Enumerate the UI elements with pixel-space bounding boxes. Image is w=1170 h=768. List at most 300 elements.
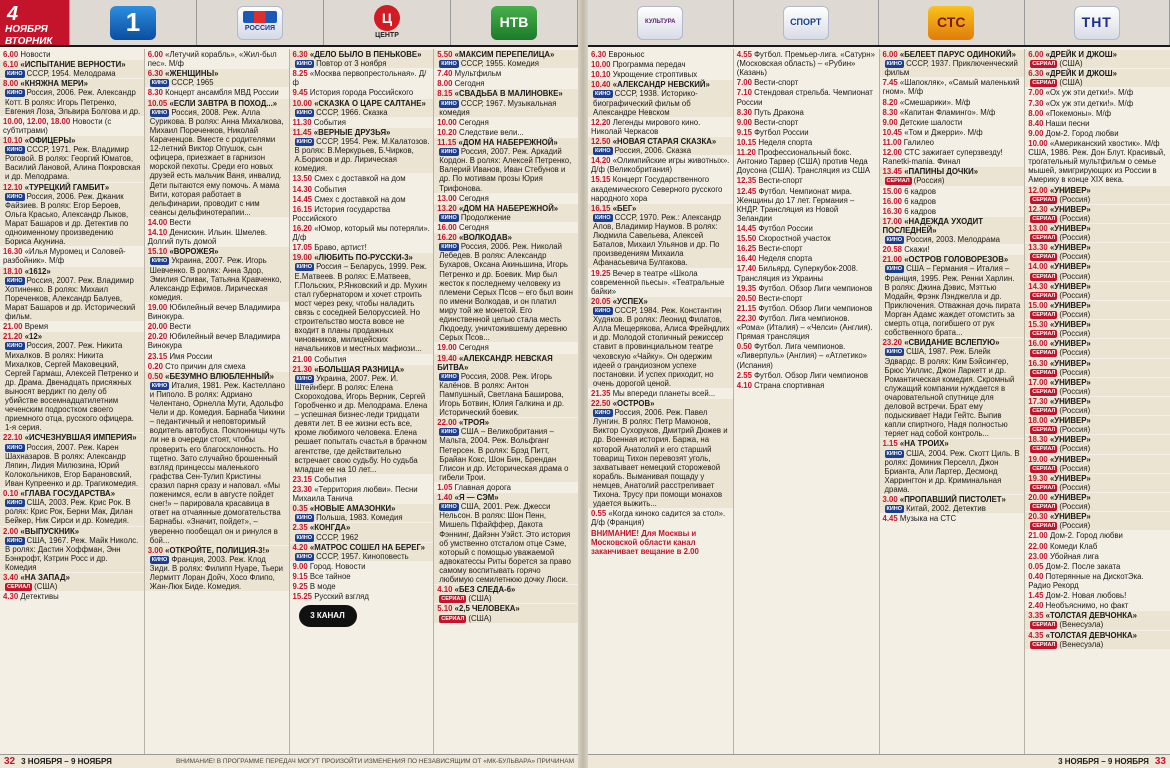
program-entry <box>0 183 144 247</box>
program-title: «ГЛАВА ГОСУДАРСТВА» <box>20 489 116 499</box>
centr-logo-icon: Ц ЦЕНТР <box>374 5 400 40</box>
program-title: «МАТРОС СОШЕЛ НА БЕРЕГ» <box>309 542 425 552</box>
program-entry <box>437 69 575 78</box>
program-entry <box>148 88 286 97</box>
program-entry <box>148 50 286 68</box>
program-text: Футбол. Обзор Лиги чемпионов <box>758 283 873 293</box>
program-description <box>1028 464 1167 473</box>
program-title: «НОВАЯ СТАРАЯ СКАЗКА» <box>612 136 717 146</box>
program-desc-text: (Венесуэла) <box>1059 620 1104 630</box>
program-time: 11.00 <box>882 137 902 147</box>
genre-badge: СЕРИАЛ <box>1032 235 1056 242</box>
program-time: 20.20 <box>147 332 168 342</box>
program-time: 10.00 <box>292 98 313 108</box>
program-entry <box>437 128 575 137</box>
program-desc-text: СССР, 1966. Сказка <box>316 107 388 117</box>
genre-badge: КИНО <box>296 553 313 560</box>
program-title: «УНИВЕР» <box>1049 454 1091 464</box>
program-title: «НА ТРОИХ» <box>899 439 949 449</box>
program-entry <box>883 197 1022 206</box>
program-entry <box>588 80 733 116</box>
program-time: 20.58 <box>882 245 903 255</box>
program-text: Город. Новости <box>309 561 366 571</box>
program-entry <box>290 365 434 474</box>
program-text: Концерт ансамбля МВД России <box>165 88 279 98</box>
genre-badge: СЕРИАЛ <box>7 584 31 591</box>
program-desc-text: США, 1987. Реж. Блейк Эдвардс. В ролях: Ким Бэйсингер, Брюс Уиллис, Джон Ларкетт и др. Романтическая комедия. Скромный служащий компании нуждается в очаровательной спутнице для деловой встречи. Брат ему подыскивает Нади Гейтс. Выпив капли спиртного, Надя полностью теряет над собой контроль... <box>884 347 1015 439</box>
genre-badge: СЕРИАЛ <box>441 615 465 622</box>
program-desc-text: СССР, 1957. Киноповесть <box>316 551 409 561</box>
program-time: 19.00 <box>1028 454 1048 464</box>
program-entry <box>293 118 431 127</box>
program-title: «ДРЕЙК И ДЖОШ» <box>1045 50 1117 59</box>
program-time: 10.05 <box>147 98 168 108</box>
program-time: 23.15 <box>292 474 313 484</box>
program-description <box>1028 310 1167 319</box>
program-entry <box>293 205 431 223</box>
program-entry <box>148 228 286 246</box>
program-entry <box>588 204 733 268</box>
program-time: 14.30 <box>292 184 313 194</box>
genre-badge: СЕРИАЛ <box>1032 622 1056 629</box>
program-text: Браво, артист! <box>314 243 367 253</box>
genre-badge: КИНО <box>7 277 23 284</box>
program-title: «ДРЕЙК И ДЖОШ» <box>1045 69 1117 79</box>
program-title: «ПАПИНЫ ДОЧКИ» <box>904 167 979 177</box>
program-time: 0.05 <box>1028 561 1044 571</box>
program-title: «УНИВЕР» <box>1049 416 1091 426</box>
program-text: События <box>314 474 347 484</box>
program-entry <box>1025 339 1170 357</box>
column-ntv <box>434 49 578 754</box>
genre-badge: КИНО <box>296 515 313 522</box>
program-text: Денискин. Ильин. Шмелев. Долгий путь домой <box>147 228 268 247</box>
program-description <box>1028 252 1167 261</box>
program-description <box>437 242 575 342</box>
program-desc-text: Россия, 2006. Реж. Александр Котт. В ролях: Игорь Петренко, Евгения Лоза, Эльвира Болгова и др. <box>5 88 141 116</box>
program-time: 8.00 <box>437 79 453 89</box>
genre-badge: СЕРИАЛ <box>886 178 910 185</box>
program-time: 22.00 <box>437 418 457 428</box>
program-description <box>293 59 431 68</box>
program-time: 6.30 <box>1028 69 1044 79</box>
program-text: События <box>313 117 346 127</box>
program-entry <box>437 483 575 492</box>
program-desc-text: (Россия) <box>1059 194 1091 204</box>
program-time: 6.30 <box>147 69 163 79</box>
program-time: 15.15 <box>591 175 611 185</box>
program-entry <box>883 108 1022 117</box>
program-entry <box>1025 378 1170 396</box>
program-desc-text: США, 2004. Реж. Скотт Циль. В ролях: Доминик Перселл, Джон Брианта, Али Лартер, Десмонд Харрингтон и др. Криминальная драма. <box>884 448 1020 495</box>
program-text: «Летучий корабль», «Жил-был пес». М/ф <box>147 50 277 69</box>
date-month: НОЯБРЯ <box>5 24 48 35</box>
program-entry <box>437 118 575 127</box>
program-desc-text: (Россия) <box>1059 482 1091 492</box>
program-entry <box>290 253 434 353</box>
genre-badge: КИНО <box>886 506 903 513</box>
program-title: «1612» <box>24 266 51 276</box>
program-entry <box>0 79 144 115</box>
program-text: Футбол России <box>754 127 809 137</box>
program-entry <box>1025 397 1170 415</box>
program-title: «ИСЧЕЗНУВШАЯ ИМПЕРИЯ» <box>24 433 137 443</box>
program-entry <box>1028 99 1167 108</box>
program-description <box>591 408 730 508</box>
program-text: Вести <box>169 322 191 332</box>
program-text: События <box>314 354 347 364</box>
program-desc-text: США – Великобритания – Мальта, 2004. Реж. Вольфганг Петерсен. В ролях: Брэд Питт, Брайан Кокс, Шон Бин, Брендан Глисон и др. Историческая драма о гибели Трои. <box>439 427 569 482</box>
program-entry <box>0 267 144 322</box>
program-time: 14.20 <box>591 156 611 166</box>
program-entry <box>0 527 144 573</box>
program-description <box>293 137 431 173</box>
program-text: Сегодня <box>458 222 489 232</box>
sport-logo-icon: СПОРТ <box>783 6 829 40</box>
program-entry <box>737 187 876 223</box>
program-text: Сто причин для смеха <box>165 361 246 371</box>
program-text: Футбол России <box>758 223 813 233</box>
program-text: Наши песни <box>1045 118 1090 128</box>
program-desc-text: (Россия) <box>1059 367 1091 377</box>
program-time: 10.45 <box>882 127 903 137</box>
program-time: 11.15 <box>437 137 457 147</box>
program-entry <box>1028 109 1167 118</box>
genre-badge: СЕРИАЛ <box>1032 427 1056 434</box>
program-entry <box>737 264 876 282</box>
program-text: Время <box>24 322 49 332</box>
program-time: 9.00 <box>292 561 308 571</box>
program-text: Дом-2. Город любви <box>1045 128 1119 138</box>
program-time: 15.25 <box>292 592 313 602</box>
program-entry <box>591 389 730 398</box>
program-title: «Я — СЭМ» <box>454 493 499 503</box>
program-entry <box>437 223 575 232</box>
program-time: 16.25 <box>736 244 757 254</box>
program-entry <box>3 50 141 59</box>
program-time: 21.00 <box>292 354 313 364</box>
program-entry <box>293 592 431 601</box>
kultura-logo-icon: КУЛЬТУРА <box>637 6 683 40</box>
program-description <box>883 235 1022 244</box>
program-title: «УНИВЕР» <box>1049 358 1091 368</box>
program-description <box>883 264 1022 337</box>
program-entry <box>880 50 1025 77</box>
program-title: «ВОРОЖЕЯ» <box>169 247 219 257</box>
program-time: 4.55 <box>736 50 752 59</box>
program-title: «БЕГ» <box>612 203 637 213</box>
program-text: Дом-2. После заката <box>1045 561 1121 571</box>
program-text: Вести-спорт <box>754 117 799 127</box>
program-time: 12.00 <box>1028 185 1048 195</box>
program-entry <box>148 352 286 361</box>
program-time: 1.15 <box>882 439 898 449</box>
genre-badge: КИНО <box>151 382 168 389</box>
genre-badge: СЕРИАЛ <box>1032 273 1056 280</box>
left-schedule-columns <box>0 49 578 754</box>
genre-badge: СЕРИАЛ <box>441 596 465 603</box>
genre-badge: СЕРИАЛ <box>1032 504 1056 511</box>
program-entry <box>737 176 876 185</box>
genre-badge: КИНО <box>595 307 611 314</box>
program-desc-text: (США) <box>34 582 58 592</box>
program-entry <box>737 50 876 77</box>
program-time: 9.00 <box>882 117 898 127</box>
program-text: Скоростной участок <box>758 234 831 244</box>
genre-badge: КИНО <box>7 444 23 451</box>
genre-badge: СЕРИАЛ <box>1032 523 1056 530</box>
program-entry <box>737 314 876 341</box>
program-entry <box>880 255 1025 337</box>
program-time: 8.25 <box>292 69 308 79</box>
program-desc-text: (Россия) <box>913 176 945 186</box>
column-perviy <box>0 49 145 754</box>
page-number-left: 32 <box>4 755 16 767</box>
program-desc-text: (Россия) <box>1059 502 1091 512</box>
program-desc-text: (Россия) <box>1059 521 1091 531</box>
program-desc-text: (Россия) <box>1059 271 1091 281</box>
genre-badge: КИНО <box>7 147 23 154</box>
program-time: 0.50 <box>736 342 752 352</box>
program-entry <box>1028 562 1167 571</box>
program-title: «ЛЮБИТЬ ПО-РУССКИ-3» <box>314 253 413 263</box>
program-time: 10.20 <box>437 127 457 137</box>
program-title: «12» <box>24 332 43 342</box>
program-entry <box>1028 542 1167 551</box>
program-time: 17.30 <box>1028 396 1048 406</box>
program-text: «Олимпийские игры животных». Д/ф (Великобритания) <box>591 156 730 175</box>
program-title: «КОНГДА» <box>309 523 351 533</box>
program-description <box>148 381 286 545</box>
program-time: 20.05 <box>591 296 611 306</box>
program-time: 8.00 <box>3 79 19 89</box>
program-description <box>148 108 286 217</box>
program-desc-text: (Россия) <box>1059 348 1091 358</box>
program-title: «УНИВЕР» <box>1049 243 1091 253</box>
program-time: 22.00 <box>1028 541 1048 551</box>
program-time: 14.00 <box>1028 262 1048 272</box>
genre-badge: КИНО <box>595 148 611 155</box>
program-time: 1.05 <box>437 483 453 493</box>
program-entry <box>1025 262 1170 280</box>
program-time: 2.40 <box>1028 601 1044 611</box>
program-time: 8.30 <box>882 107 898 117</box>
program-description <box>3 443 141 489</box>
genre-badge: КИНО <box>595 214 611 221</box>
program-time: 8.40 <box>1028 118 1044 128</box>
genre-badge: СЕРИАЛ <box>1032 369 1056 376</box>
program-description <box>437 502 575 584</box>
program-entry <box>1025 359 1170 377</box>
genre-badge: КИНО <box>7 343 23 350</box>
program-time: 1.40 <box>437 493 453 503</box>
program-text: Профессиональный бокс. Антонио Тарвер (США) против Чеда Доусона (США). Трансляция из США <box>736 148 871 176</box>
rossiya-logo-icon: РОССИЯ <box>237 6 283 40</box>
right-channel-header <box>588 0 1170 47</box>
genre-badge: КИНО <box>886 450 903 457</box>
program-time: 17.00 <box>882 216 903 226</box>
program-text: «Москва первопрестольная». Д/ф <box>292 69 427 88</box>
program-entry <box>293 485 431 503</box>
program-description <box>1028 406 1167 415</box>
program-text: Неделя спорта <box>758 254 813 264</box>
program-description <box>1028 444 1167 453</box>
program-text: Следствие вели... <box>458 127 524 137</box>
program-entry <box>437 194 575 203</box>
program-time: 10.00 <box>591 60 611 70</box>
program-time: 17.40 <box>736 264 757 274</box>
program-description <box>883 347 1022 438</box>
program-time: 18.10 <box>3 266 23 276</box>
program-time: 4.45 <box>882 514 898 524</box>
program-desc-text: (Россия) <box>1059 386 1091 396</box>
stc-logo-icon: СТС <box>928 6 974 40</box>
program-title: «МАКСИМ ПЕРЕПЕЛИЦА» <box>454 50 555 59</box>
program-title: «АЛЕКСАНДР НЕВСКИЙ» <box>612 80 710 90</box>
program-time: 20.30 <box>1028 512 1048 522</box>
program-entry <box>737 108 876 117</box>
program-desc-text: Повтор от 3 ноября <box>316 59 387 69</box>
program-text: Музыка на СТС <box>899 514 957 524</box>
program-entry <box>290 504 434 522</box>
program-time: 9.45 <box>292 88 308 98</box>
program-entry <box>737 381 876 390</box>
program-entry <box>293 355 431 364</box>
program-time: 15.00 <box>1028 300 1048 310</box>
program-time: 19.30 <box>1028 473 1048 483</box>
program-time: 9.00 <box>736 117 752 127</box>
program-entry <box>1028 88 1167 97</box>
date-day: 4 <box>7 3 19 25</box>
genre-badge: КИНО <box>296 109 313 116</box>
program-text: Дом-2. Город любви <box>1049 531 1123 541</box>
program-desc-text: СССР, 1955. Комедия <box>460 59 539 69</box>
program-entry <box>434 585 578 603</box>
genre-badge: КИНО <box>886 349 903 356</box>
column-sport <box>734 49 880 754</box>
program-desc-text: (Россия) <box>1059 213 1091 223</box>
program-desc-text: США, 2003. Реж. Крис Рок. В ролях: Крис Рок, Берни Мак, Дилан Бейкер, Ник Сирси и др. Комедия. <box>5 498 133 526</box>
genre-badge: СЕРИАЛ <box>1032 465 1056 472</box>
program-text: СТС зажигает суперзвезду! Ranetki-mania. Финал <box>882 148 1003 167</box>
program-time: 2.00 <box>3 526 19 536</box>
program-entry <box>434 604 578 622</box>
column-stc <box>880 49 1026 754</box>
program-text: Сегодня <box>454 79 485 89</box>
program-title: «УНИВЕР» <box>1049 493 1091 503</box>
program-desc-text: СССР, 1965 <box>171 78 214 88</box>
program-text: Вечер в театре «Школа современной пьесы». «Театральные байки» <box>591 268 725 296</box>
program-time: 0.10 <box>3 489 19 499</box>
program-text: Футбол. Чемпионат мира. Женщины до 17 лет. Германия – КНДР. Трансляция из Новой Зеландии <box>736 186 855 223</box>
program-text: Неделя спорта <box>758 137 813 147</box>
program-time: 8.20 <box>882 97 898 107</box>
weekday: ВТОРНИК <box>5 35 53 47</box>
program-time: 2.55 <box>736 370 752 380</box>
program-time: 0.20 <box>147 361 163 371</box>
program-text: Новости <box>20 50 51 59</box>
program-entry <box>437 343 575 352</box>
program-time: 10.15 <box>736 137 757 147</box>
genre-badge: КИНО <box>441 244 457 251</box>
program-entry <box>737 128 876 137</box>
program-text: «Капитан Фламинго». М/ф <box>899 107 996 117</box>
program-time: 10.00 <box>437 117 457 127</box>
program-text: Футбол. Обзор Лиги чемпионов <box>758 303 873 313</box>
program-text: Необъяснимо, но факт <box>1045 601 1129 611</box>
program-time: 16.20 <box>292 223 313 233</box>
program-entry <box>1025 631 1170 649</box>
program-desc-text: (Россия) <box>1059 290 1091 300</box>
program-description <box>148 78 286 87</box>
program-entry <box>588 399 733 508</box>
program-description <box>437 59 575 68</box>
program-description <box>1028 425 1167 434</box>
program-time: 0.40 <box>1028 571 1044 581</box>
program-text: Скажи! <box>904 245 930 255</box>
program-text: «Шапокляк», «Самый маленький гном». М/ф <box>882 78 1020 97</box>
genre-badge: СЕРИАЛ <box>1032 484 1056 491</box>
program-time: 13.00 <box>1028 223 1048 233</box>
program-time: 21.00 <box>1028 531 1048 541</box>
program-entry <box>737 224 876 233</box>
program-title: «УНИВЕР» <box>1049 281 1091 291</box>
program-entry <box>148 322 286 331</box>
genre-badge: СЕРИАЛ <box>1032 331 1056 338</box>
program-title: «УНИВЕР» <box>1049 204 1091 214</box>
program-entry <box>880 439 1025 494</box>
program-description <box>3 276 141 322</box>
program-text: Детективы <box>20 592 59 602</box>
program-entry <box>591 269 730 296</box>
genre-badge: КИНО <box>886 237 903 244</box>
program-description <box>883 59 1022 77</box>
program-time: 19.40 <box>437 353 457 363</box>
program-title: «ОТКРОЙТЕ, ПОЛИЦИЯ-3!» <box>165 545 270 555</box>
program-description <box>1028 233 1167 242</box>
program-time: 9.00 <box>1028 128 1044 138</box>
program-time: 14.45 <box>736 223 757 233</box>
genre-badge: КИНО <box>151 109 168 116</box>
program-entry <box>0 60 144 78</box>
program-entry <box>3 322 141 331</box>
program-time: 21.00 <box>3 322 23 332</box>
program-time: 18.30 <box>1028 435 1048 445</box>
program-description <box>1028 387 1167 396</box>
program-entry <box>880 167 1025 185</box>
program-entry <box>145 372 289 545</box>
program-description <box>883 449 1022 495</box>
program-entry <box>883 245 1022 254</box>
program-time: 20.00 <box>147 322 168 332</box>
program-desc-text: Россия, 2007. Реж. Аркадий Кордон. В ролях: Алексей Петренко, Валерий Иванов, Иван Стебунов и др. По мотивам прозы Юрия Трифонова. <box>439 147 572 193</box>
channel-header-tnt <box>1025 0 1170 45</box>
program-title: «УНИВЕР» <box>1049 320 1091 330</box>
program-entry <box>1025 474 1170 492</box>
genre-badge: КИНО <box>296 61 313 68</box>
program-title: «ЖЕНЩИНЫ» <box>165 69 219 79</box>
program-description <box>437 427 575 482</box>
program-entry <box>434 138 578 193</box>
program-text: Комеди Клаб <box>1049 541 1098 551</box>
program-entry <box>591 156 730 174</box>
program-entry <box>293 195 431 204</box>
program-description <box>293 552 431 561</box>
program-time: 7.45 <box>882 78 898 88</box>
program-time: 16.30 <box>882 206 903 216</box>
program-entry <box>883 207 1022 216</box>
program-time: 3.35 <box>1028 611 1044 621</box>
